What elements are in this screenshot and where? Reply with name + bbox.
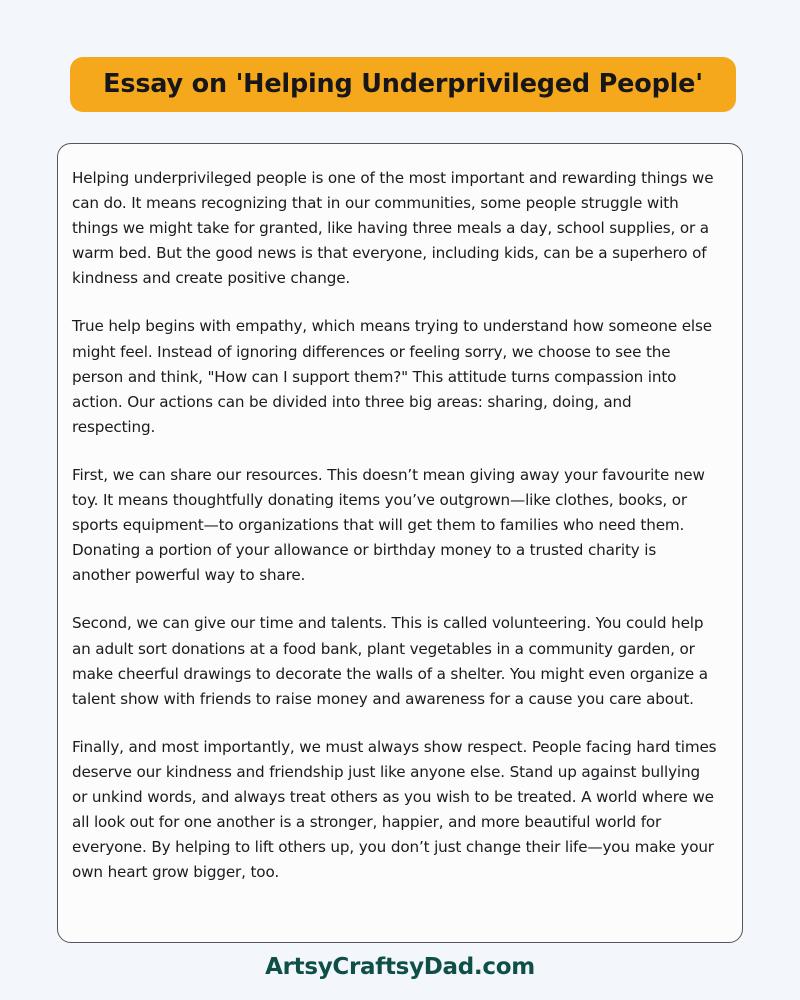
essay-card bbox=[57, 143, 743, 943]
essay-paragraph: True help begins with empathy, which means trying to understand how someone else might feel. Instead of ignoring differences or feeling sorry, we choose to see the person and think, "How can I support them?" This attitude turns compassion into action. Our actions can be divided into three big areas: sharing, doing, and respecting. bbox=[72, 317, 712, 436]
essay-body bbox=[72, 166, 718, 885]
essay-paragraph: First, we can share our resources. This doesn’t mean giving away your favourite new toy. It means thoughtfully donating items you’ve outgrown—like clothes, books, or sports equipment—to organizations that will get them to families who need them. Donating a portion of your allowance or birthday money to a trusted charity is another powerful way to share. bbox=[72, 465, 705, 585]
page-title: Essay on 'Helping Underprivileged People' bbox=[103, 68, 703, 99]
brand-watermark: ArtsyCraftsyDad.com bbox=[265, 954, 535, 980]
page-footer bbox=[0, 956, 800, 979]
essay-title-banner bbox=[70, 57, 736, 112]
essay-paragraph: Finally, and most importantly, we must always show respect. People facing hard times deserve our kindness and friendship just like anyone else. Stand up against bullying or unkind words, and always treat others as you wish to be treated. A world where we all look out for one another is a stronger, happier, and more beautiful world for everyone. By helping to lift others up, you don’t just change their life—you make your own heart grow bigger, too. bbox=[72, 737, 717, 882]
essay-paragraph: Helping underprivileged people is one of the most important and rewarding things we can do. It means recognizing that in our communities, some people struggle with things we might take for granted, like having three meals a day, school supplies, or a warm bed. But the good news is that everyone, including kids, can be a superhero of kindness and create positive change. bbox=[72, 169, 714, 288]
essay-paragraph: Second, we can give our time and talents. This is called volunteering. You could help an adult sort donations at a food bank, plant vegetables in a community garden, or make cheerful drawings to decorate the walls of a shelter. You might even organize a talent show with friends to raise money and awareness for a cause you care about. bbox=[72, 614, 708, 708]
